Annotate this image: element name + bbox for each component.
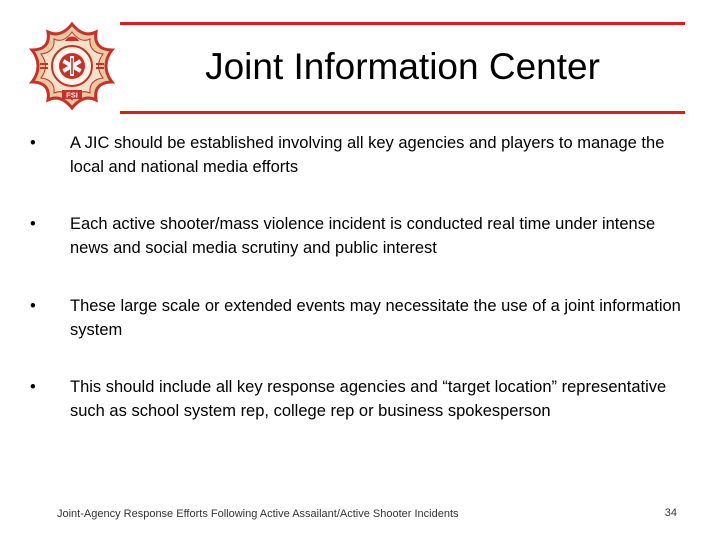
- bullet-marker: •: [30, 215, 36, 233]
- bullet-marker: •: [30, 378, 36, 396]
- bullet-text: Each active shooter/mass violence incident is conducted real time under intense news and social media scrutiny and public interest: [70, 215, 656, 257]
- bullet-text: A JIC should be established involving all key agencies and players to manage the local and national media efforts: [70, 134, 665, 176]
- bullet-marker: •: [30, 134, 36, 152]
- page-number: 34: [664, 507, 677, 519]
- bullet-text: This should include all key response agencies and “target location” representative such as school system rep, college rep or business spokesperson: [70, 378, 667, 420]
- bullet-marker: •: [30, 297, 36, 315]
- bullet-text: These large scale or extended events may necessitate the use of a joint information system: [70, 297, 681, 339]
- svg-text:FSI: FSI: [66, 90, 78, 100]
- footer-text: Joint-Agency Response Efforts Following Active Assailant/Active Shooter Incidents: [57, 508, 459, 520]
- slide-title: Joint Information Center: [205, 46, 600, 87]
